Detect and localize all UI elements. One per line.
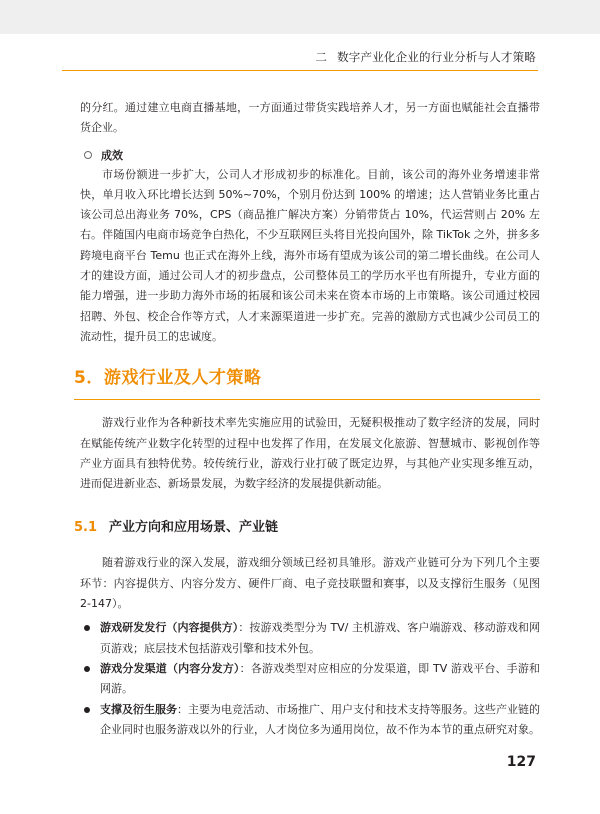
subsection-paragraph: 随着游戏行业的深入发展，游戏细分领域已经初具雏形。游戏产业链可分为下列几个主要环节：内容提供方、内容分发方、硬件厂商、电子竞技联盟和赛事，以及支撑衍生服务（见图 2-147）。: [80, 556, 540, 611]
bullet-dot-icon: [84, 707, 90, 713]
bullet-dot-icon: [84, 625, 90, 631]
header-rule: [62, 70, 538, 71]
hollow-bullet-icon: [84, 151, 92, 159]
subsection-title-text: 产业方向和应用场景、产业链: [109, 520, 279, 536]
main-content: [74, 98, 540, 740]
bullet-term: 游戏研发发行（内容提供方）: [100, 621, 239, 635]
running-header: [315, 49, 536, 65]
bullet-list: [80, 618, 540, 740]
result-label: 成效: [101, 148, 123, 162]
list-item: [80, 618, 540, 659]
intro-paragraph: 的分红。通过建立电商直播基地，一方面通过带货实践培养人才，另一方面也赋能社会直播带货企业。: [80, 101, 540, 135]
chapter-title: 数字产业化企业的行业分析与人才策略: [337, 50, 536, 64]
list-item: [80, 659, 540, 700]
result-subheading: [80, 145, 540, 165]
subsection-number: 5.1: [74, 520, 98, 536]
bullet-text: ：主要为电竞活动、市场推广、用户支付和技术支持等服务。这些产业链的企业同时也服务游戏以外的行业，人才岗位多为通用岗位，故不作为本节的重点研究对象。: [100, 702, 540, 736]
section-paragraph: 游戏行业作为各种新技术率先实施应用的试验田，无疑积极推动了数字经济的发展，同时在赋能传统产业数字化转型的过程中也发挥了作用，在发展文化旅游、智慧城市、影视创作等产业方面具有独特优势。较传统行业，游戏行业打破了既定边界，与其他产业实现多维互动，进而促进新业态、新场景发展，为数字经济的发展提供新动能。: [80, 416, 540, 491]
bullet-text: ：按游戏类型分为 TV/ 主机游戏、客户端游戏、移动游戏和网页游戏；底层技术包括游戏引擎和技术外包。: [100, 621, 540, 655]
bullet-text: ：各游戏类型对应相应的分发渠道，即 TV 游戏平台、手游和网游。: [100, 661, 540, 696]
bullet-term: 支撑及衍生服务: [100, 702, 177, 716]
top-margin-shade: [0, 0, 600, 34]
page-number: 127: [506, 754, 536, 770]
bullet-dot-icon: [84, 666, 90, 672]
subsection-title: [74, 519, 540, 537]
chapter-number: 二: [315, 50, 328, 64]
section-title: 5．游戏行业及人才策略: [74, 368, 262, 389]
bullet-term: 游戏分发渠道（内容分发方）: [100, 661, 240, 675]
result-paragraph: 市场份额进一步扩大，公司人才形成初步的标准化。目前，该公司的海外业务增速非常快，单月收入环比增长达到 50%~70%，个别月份达到 100% 的增速；达人营销业务比重占该公司总出海业务 70%，CPS（商品推广解决方案）分销带货占 10%，代运营则占 20% 左右。伴随国内电商市场竞争白热化，不少互联网巨头将目光投向国外，除 TikTok 之外，拼多多跨境电商平台 Temu 也正式在海外上线，海外市场有望成为该公司的第二增长曲线。在公司人才的建设方面，通过公司人才的初步盘点，公司整体员工的学历水平也有所提升，专业方面的能力增强，进一步助力海外市场的拓展和该公司未来在资本市场的上市策略。该公司通过校园招聘、外包、校企合作等方式，人才来源渠道进一步扩充。完善的激励方式也减少公司员工的流动性，提升员工的忠诚度。: [80, 167, 540, 343]
list-item: [80, 700, 540, 741]
